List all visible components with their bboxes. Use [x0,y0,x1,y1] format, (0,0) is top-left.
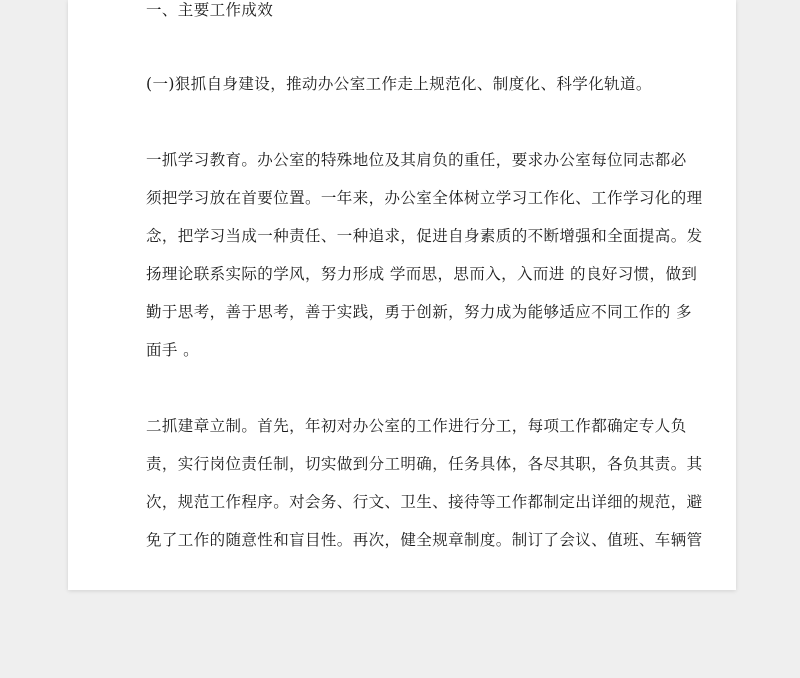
paragraph-line: 次，规范工作程序。对会务、行文、卫生、接待等工作都制定出详细的规范，避 [146,493,703,511]
subsection-heading: (一)狠抓自身建设，推动办公室工作走上规范化、制度化、科学化轨道。 [146,75,652,93]
paragraph-line: 二抓建章立制。首先，年初对办公室的工作进行分工，每项工作都确定专人负 [146,417,687,435]
paragraph-line: 一抓学习教育。办公室的特殊地位及其肩负的重任，要求办公室每位同志都必 [146,151,687,169]
paragraph-line: 念，把学习当成一种责任、一种追求，促进自身素质的不断增强和全面提高。发 [146,227,703,245]
section-heading: 一、主要工作成效 [146,1,274,19]
document-page [68,0,736,590]
paragraph-line: 须把学习放在首要位置。一年来，办公室全体树立学习工作化、工作学习化的理 [146,189,703,207]
paragraph-line: 扬理论联系实际的学风，努力形成 学而思，思而入，入而进 的良好习惯，做到 [146,265,698,283]
paragraph-line: 责，实行岗位责任制，切实做到分工明确，任务具体，各尽其职，各负其责。其 [146,455,703,473]
paragraph-line: 面手 。 [146,341,200,359]
paragraph-line: 勤于思考，善于思考，善于实践，勇于创新，努力成为能够适应不同工作的 多 [146,303,692,321]
paragraph-line: 免了工作的随意性和盲目性。再次，健全规章制度。制订了会议、值班、车辆管 [146,531,703,549]
